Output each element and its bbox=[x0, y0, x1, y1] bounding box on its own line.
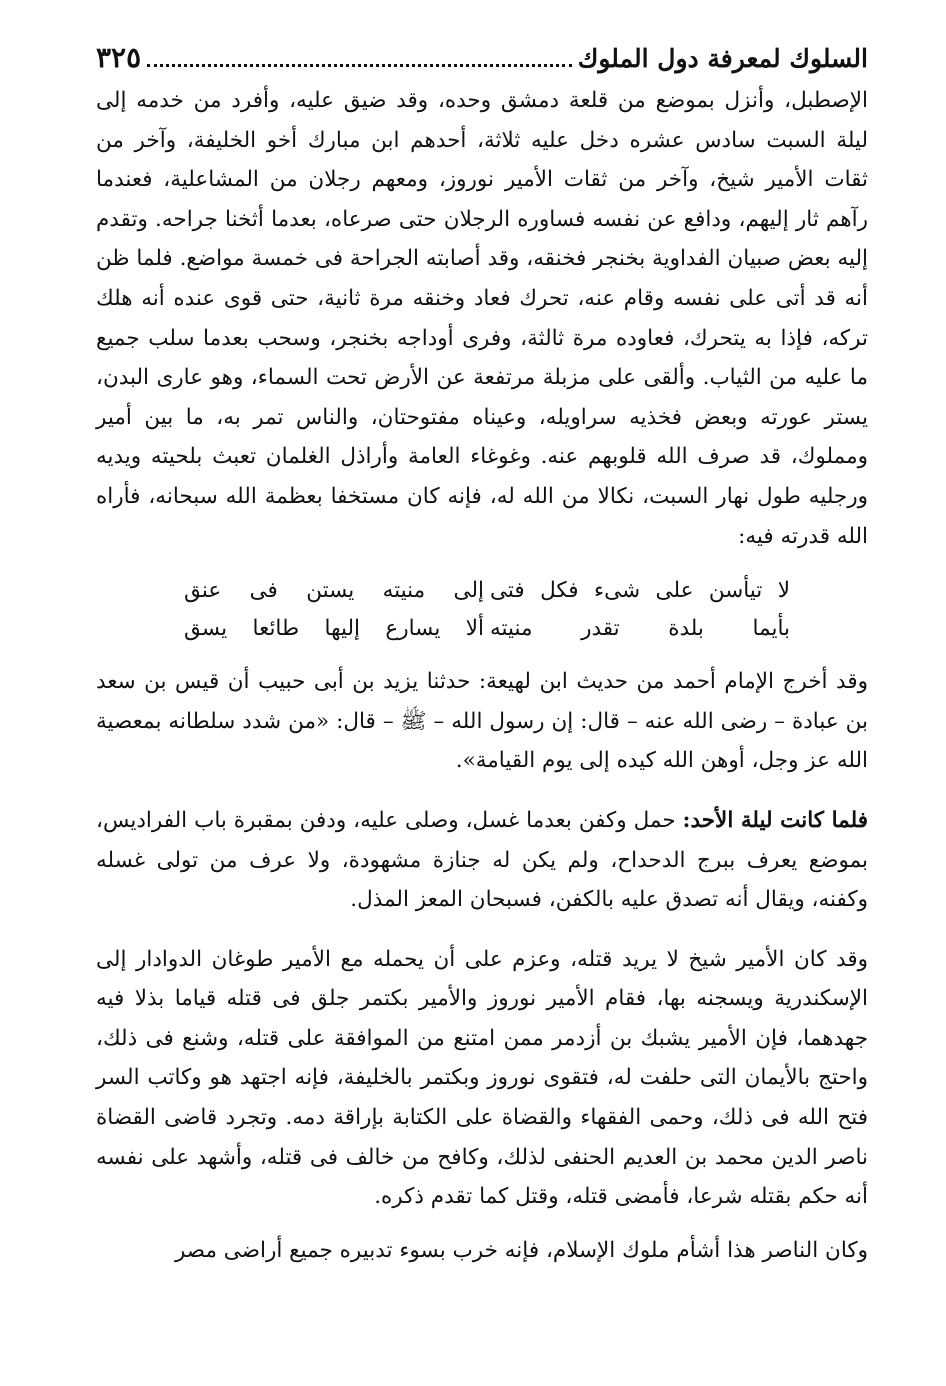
second-hemistich: ألا يسارع إليها طائعا يسق bbox=[184, 616, 484, 642]
paragraph-lead: فلما كانت ليلة الأحد: bbox=[682, 807, 868, 833]
page-number: ٣٢٥ bbox=[96, 41, 142, 74]
dotted-leader bbox=[147, 50, 572, 67]
poem bbox=[96, 572, 868, 648]
paragraph-text: حمل وكفن بعدما غسل، وصلى عليه، ودفن بمقبرة باب الفراديس، بموضع يعرف ببرج الدحداح، ولم يكن له جنازة مشهودة، ولا عرف من تولى غسله وكفنه، ويقال أنه تصدق عليه بالكفن، فسبحان المعز المذل. bbox=[96, 807, 868, 913]
first-hemistich: بأيما بلدة تقدر منيته bbox=[490, 616, 790, 642]
paragraph-burial bbox=[96, 801, 868, 920]
paragraph-execution-decision: وقد كان الأمير شيخ لا يريد قتله، وعزم على أن يحمله مع الأمير طوغان الدوادار إلى الإسكندرية ويسجنه بها، فقام الأمير نوروز والأمير بكتمر جلق فى قتله قياما بذلا فيه جهدهما، فإن الأمير يشبك بن أزدمر ممن امتنع من الموافقة على قتله، وشنع فى ذلك، واحتج بالأيمان التى حلفت له، فتقوى نوروز وبكتمر بالخليفة، فإنه اجتهد هو وكاتب السر فتح الله فى ذلك، وحمى الفقهاء والقضاة على الكتابة بإراقة دمه. وتجرد قاضى القضاة ناصر الدين محمد بن العديم الحنفى لذلك، وكافح من خالف فى قتله، وأشهد على نفسه أنه حكم بقتله شرعا، فأمضى قتله، وقتل كما تقدم ذكره. bbox=[96, 946, 868, 1210]
verse-line bbox=[96, 610, 868, 648]
book-title: السلوك لمعرفة دول الملوك bbox=[577, 44, 868, 73]
paragraph-verdict: وكان الناصر هذا أشأم ملوك الإسلام، فإنه خرب بسوء تدبيره جميع أراضى مصر bbox=[174, 1237, 868, 1263]
verse-line bbox=[96, 572, 868, 610]
book-page bbox=[96, 38, 868, 1270]
paragraph-assassination: الإصطبل، وأنزل بموضع من قلعة دمشق وحده، وقد ضيق عليه، وأفرد من خدمه إلى ليلة السبت سادس عشره دخل عليه ثلاثة، أحدهم ابن مبارك أخو الخليفة، وآخر من ثقات الأمير شيخ، وآخر من ثقات الأمير نوروز، ومعهم رجلان من المشاعلية، فعندما رآهم ثار إليهم، ودافع عن نفسه فساوره الرجلان حتى صرعاه، بعدما أثخنا جراحه. وتقدم إليه بعض صبيان الفداوية بخنجر فخنقه، وقد أصابته الجراحة فى خمسة مواضع. فلما ظن أنه قد أتى على نفسه وقام عنه، تحرك فعاد وخنقه مرة ثانية، حتى قوى عنده أنه هلك تركه، فإذا به يتحرك، فعاوده مرة ثالثة، وفرى أوداجه بخنجر، وسحب بعدما سلب جميع ما عليه من الثياب. وألقى على مزبلة مرتفعة عن الأرض تحت السماء، وهو عارى البدن، يستر عورته وبعض فخذيه سراويله، وعيناه مفتوحتان، والناس تمر به، ما بين أمير ومملوك، قد صرف الله قلوبهم عنه. وغوغاء العامة وأراذل الغلمان تعبث بلحيته ويديه ورجليه طول نهار السبت، نكالا من الله له، فإنه كان مستخفا بعظمة الله سبحانه، فأراه الله قدرته فيه: bbox=[96, 88, 868, 549]
second-hemistich: إلى منيته يستن فى عنق bbox=[184, 578, 484, 604]
first-hemistich: لا تيأسن على شىء فكل فتى bbox=[490, 578, 790, 604]
running-head bbox=[96, 38, 868, 79]
paragraph-hadith: وقد أخرج الإمام أحمد من حديث ابن لهيعة: حدثنا يزيد بن أبى حبيب أن قيس بن سعد بن عبادة – رضى الله عنه – قال: إن رسول الله – ﷺ – قال: «من شدد سلطانه بمعصية الله عز وجل، أوهن الله كيده إلى يوم القيامة». bbox=[96, 669, 868, 774]
